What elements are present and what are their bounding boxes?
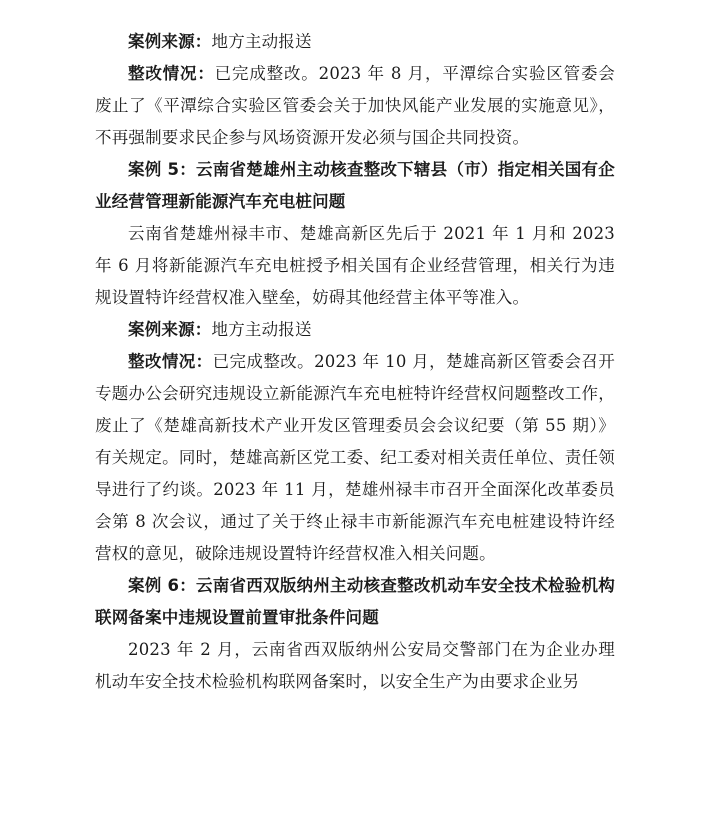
case-5-body-paragraph: 云南省楚雄州禄丰市、楚雄高新区先后于 2021 年 1 月和 2023 年 6 月将新能源汽车充电桩授予相关国有企业经营管理，相关行为违规设置特许经营权准入壁垒，妨碍其他经营主体平等准入。 [95, 224, 615, 307]
document-page [95, 26, 615, 698]
case-source-label: 案例来源： [128, 32, 212, 51]
rectification-paragraph [95, 346, 615, 570]
case-source-label: 案例来源： [128, 320, 212, 339]
case-6-heading: 案例 6：云南省西双版纳州主动核查整改机动车安全技术检验机构联网备案中违规设置前置审批条件问题 [95, 576, 615, 627]
case-source-text: 地方主动报送 [211, 320, 312, 339]
case-source-paragraph [95, 314, 615, 346]
rectification-paragraph [95, 58, 615, 154]
rectification-text: 已完成整改。2023 年 8 月，平潭综合实验区管委会废止了《平潭综合实验区管委会关于加快风能产业发展的实施意见》，不再强制要求民企参与风场资源开发必须与国企共同投资。 [95, 64, 616, 147]
case-source-paragraph [95, 26, 615, 58]
case-source-text: 地方主动报送 [211, 32, 312, 51]
case-5-heading: 案例 5：云南省楚雄州主动核查整改下辖县（市）指定相关国有企业经营管理新能源汽车充电桩问题 [95, 160, 615, 211]
rectification-label: 整改情况： [128, 64, 215, 83]
case-6-body-paragraph: 2023 年 2 月，云南省西双版纳州公安局交警部门在为企业办理机动车安全技术检验机构联网备案时，以安全生产为由要求企业另 [95, 640, 615, 691]
rectification-label: 整改情况： [128, 352, 213, 371]
rectification-text: 已完成整改。2023 年 10 月，楚雄高新区管委会召开专题办公会研究违规设立新能源汽车充电桩特许经营权问题整改工作，废止了《楚雄高新技术产业开发区管理委员会会议纪要（第 55 期）》有关规定。同时，楚雄高新区党工委、纪工委对相关责任单位、责任领导进行了约谈。2023 年 11 月，楚雄州禄丰市召开全面深化改革委员会第 8 次会议，通过了关于终止禄丰市新能源汽车充电桩建设特许经营权的意见，破除违规设置特许经营权准入相关问题。 [95, 352, 615, 563]
